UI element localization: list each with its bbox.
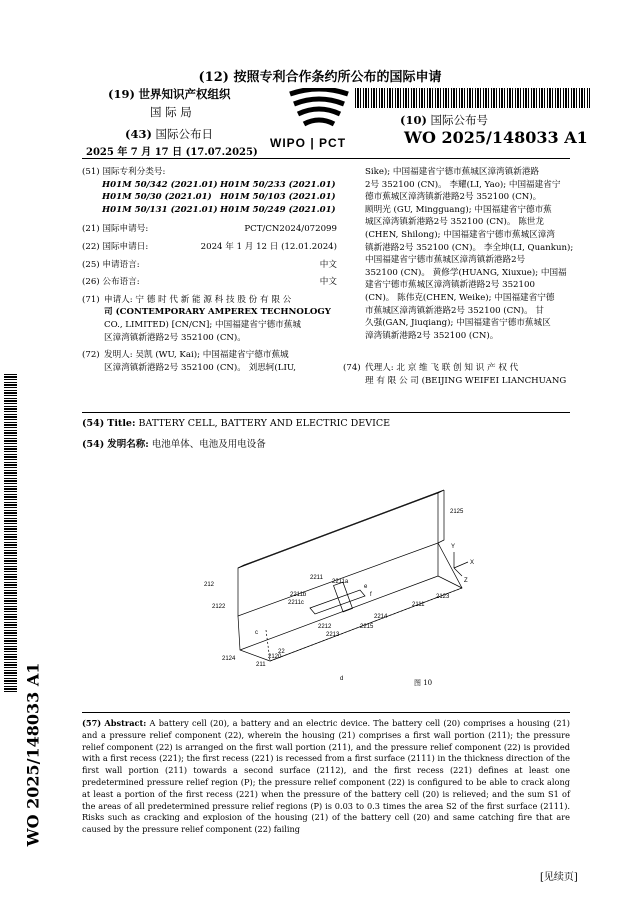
continued-note: [见续页]	[540, 872, 578, 883]
ipc-row: H01M 50/30 (2021.01) H01M 50/103 (2021.01)	[102, 192, 336, 203]
figure-label: 22	[278, 649, 285, 655]
org-name: 世界知识产权组织	[138, 87, 231, 101]
divider-title	[82, 412, 570, 413]
axis-label: Y	[451, 544, 456, 550]
barcode-side	[4, 372, 17, 692]
figure-label: 2211c	[288, 600, 304, 606]
title-en: (54) Title: BATTERY CELL, BATTERY AND ELECTRIC DEVICE	[82, 418, 391, 429]
filing-date-row: (22) 国际申请日: 2024 年 1 月 12 日 (12.01.2024)	[82, 241, 337, 252]
figure-label: 2214	[374, 614, 388, 620]
figure-label: 212	[204, 582, 215, 588]
divider-top	[82, 158, 570, 159]
barcode-top	[355, 88, 590, 108]
figure-label: e	[364, 584, 368, 590]
figure-label: 2215	[360, 624, 374, 630]
patent-drawing	[200, 458, 500, 698]
figure-label: 2211a	[332, 579, 349, 585]
figure-label: 2211	[310, 575, 323, 581]
ipc-list	[82, 179, 337, 217]
figure-label: 2122	[212, 604, 226, 610]
figure-caption: 图 10	[414, 679, 433, 687]
abstract: (57) Abstract: A battery cell (20), a battery and an electric device. The battery cell (20) comprises a housing (21) and a pressure relief component (22), wherein the housing (21) comprises a first wall portion (211); the pressure relief component (22) is arranged on the first wall portion (211), and the pressure relief component (22) is provided with a first recess (221); the first recess (221) is recessed from a first surface (2111) in the thickness direction of the first wall portion (211) towards a second surface (2112), and the first recess (221) defines at least one predetermined pressure relief region (P); the pressure relief component (22) is configured to be able to crack along at least a portion of the first recess (221) when the pressure of the battery cell (20) is relieved; and the sum S1 of the areas of all predetermined pressure relief regions (P) is 0.03 to 0.3 times the area S2 of the first surface (2111). Risks such as cracking and explosion of the housing (21) of the battery cell (20) and same catching fire that are caused by the pressure relief component (22) failing	[82, 718, 570, 835]
pub-lang-row: (26) 公布语言: 中文	[82, 277, 337, 288]
axis-label: Z	[464, 578, 468, 584]
figure-label: 2212	[318, 624, 332, 630]
ipc-row: H01M 50/131 (2021.01) H01M 50/249 (2021.01)	[102, 204, 336, 215]
ipc-row: H01M 50/342 (2021.01) H01M 50/233 (2021.01)	[102, 179, 336, 190]
figure-label: 2211b	[290, 592, 307, 598]
wipo-pct-text: WIPO | PCT	[270, 136, 347, 150]
bibliographic-left	[82, 166, 337, 374]
pub-no-value: WO 2025/148033 A1	[404, 128, 588, 147]
bibliographic-right	[365, 166, 590, 342]
org-code: (19)	[108, 87, 135, 101]
ipc-label: (51) 国际专利分类号:	[82, 167, 166, 177]
inventor-block: (72) 发明人: 吴凯 (WU, Kai); 中国福建省宁德市蕉城 区漳湾镇新港路2号 352100 (CN)。 刘思轲(LIU,	[82, 350, 297, 373]
abstract-text: A battery cell (20), a battery and an electric device. The battery cell (20) comprises a housing (21) and a pressure relief component (22), wherein the housing (21) comprises a first wall portion (211); the pressure relief component (22) is arranged on the first wall portion (211), and the pressure relief component (22) is provided with a first recess (221); the first recess (221) is recessed from a first surface (2111) in the thickness direction of the first wall portion (211) towards a second surface (2112), and the first recess (221) defines at least one predetermined pressure relief region (P); the pressure relief component (22) is configured to be able to crack along at least a portion of the first recess (221) when the pressure of the battery cell (20) is relieved; and the sum S1 of the areas of all predetermined pressure relief regions (P) is 0.03 to 0.3 times the area S2 of the first surface (2111). Risks such as cracking and explosion of the housing (21) of the battery cell (20) and same catching fire that are caused by the pressure relief component (22) failing	[82, 718, 570, 835]
divider-abstract	[82, 712, 570, 713]
figure-label: d	[340, 676, 344, 682]
figure-label: c	[255, 630, 258, 636]
bureau-name: 国 际 局	[150, 105, 192, 119]
app-no-row: (21) 国际申请号: PCT/CN2024/072099	[82, 224, 337, 235]
figure-label: f	[370, 592, 372, 598]
figure-label: 2123	[436, 594, 450, 600]
document-title: (12) 按照专利合作条约所公布的国际申请	[198, 70, 442, 85]
office-name	[108, 86, 231, 102]
figure-label: 2111	[412, 602, 425, 608]
figure-label: 2125	[450, 509, 464, 515]
battery-cell-figure	[200, 458, 500, 698]
figure-label: 2124	[222, 656, 236, 662]
title-zh: (54) 发明名称: 电池单体、电池及用电设备	[82, 439, 266, 450]
inventor-continued: Sike); 中国福建省宁德市蕉城区漳湾镇新港路 2号 352100 (CN)。 李耀(LI, Yao); 中国福建省宁 德市蕉城区漳湾镇新港路2号 352100 (CN)。 顾明光 (GU, Mingguang); 中国福建省宁德市蕉 城区漳湾镇新港路2号 352100 (CN)。 陈世龙 (CHEN, Shilong); 中国福建省宁德市蕉城区漳湾 镇新港路2号 352100 (CN)。 李全坤(LI, Quankun); 中国福建省宁德市蕉城区漳湾镇新港路2号 352100 (CN)。 黄修学(HUANG, Xiuxue); 中国福 建省宁德市蕉城区漳湾镇新港路2号 352100 (CN)。 陈伟克(CHEN, Weike); 中国福建省宁德 市蕉城区漳湾镇新港路2号 352100 (CN)。 甘 久强(GAN, Jiuqiang); 中国福建省宁德市蕉城区 漳湾镇新港路2号 352100 (CN)。	[365, 167, 574, 341]
figure-label: 2120	[268, 654, 282, 660]
side-publication-number: WO 2025/148033 A1	[23, 662, 43, 847]
pub-date-label: (43) 国际公布日	[125, 127, 214, 141]
pub-no-label: (10) 国际公布号	[400, 113, 489, 127]
figure-label: 2213	[326, 632, 340, 638]
figure-label: 211	[256, 662, 266, 668]
pub-date-value: 2025 年 7 月 17 日 (17.07.2025)	[86, 147, 258, 158]
axis-label: X	[470, 560, 475, 566]
applicant-block: (71) 申请人: 宁 德 时 代 新 能 源 科 技 股 份 有 限 公 司 (CONTEMPORARY AMPEREX TECHNOLOGY CO., LIMITED) [CN/CN]; 中国福建省宁德市蕉城 区漳湾镇新港路2号 352100 (CN)。	[82, 294, 331, 343]
filing-lang-row: (25) 申请语言: 中文	[82, 259, 337, 270]
agent-block: (74) 代理人: 北 京 维 飞 联 创 知 识 产 权 代 理 有 限 公 司 (BEIJING WEIFEI LIANCHUANG	[343, 363, 567, 386]
